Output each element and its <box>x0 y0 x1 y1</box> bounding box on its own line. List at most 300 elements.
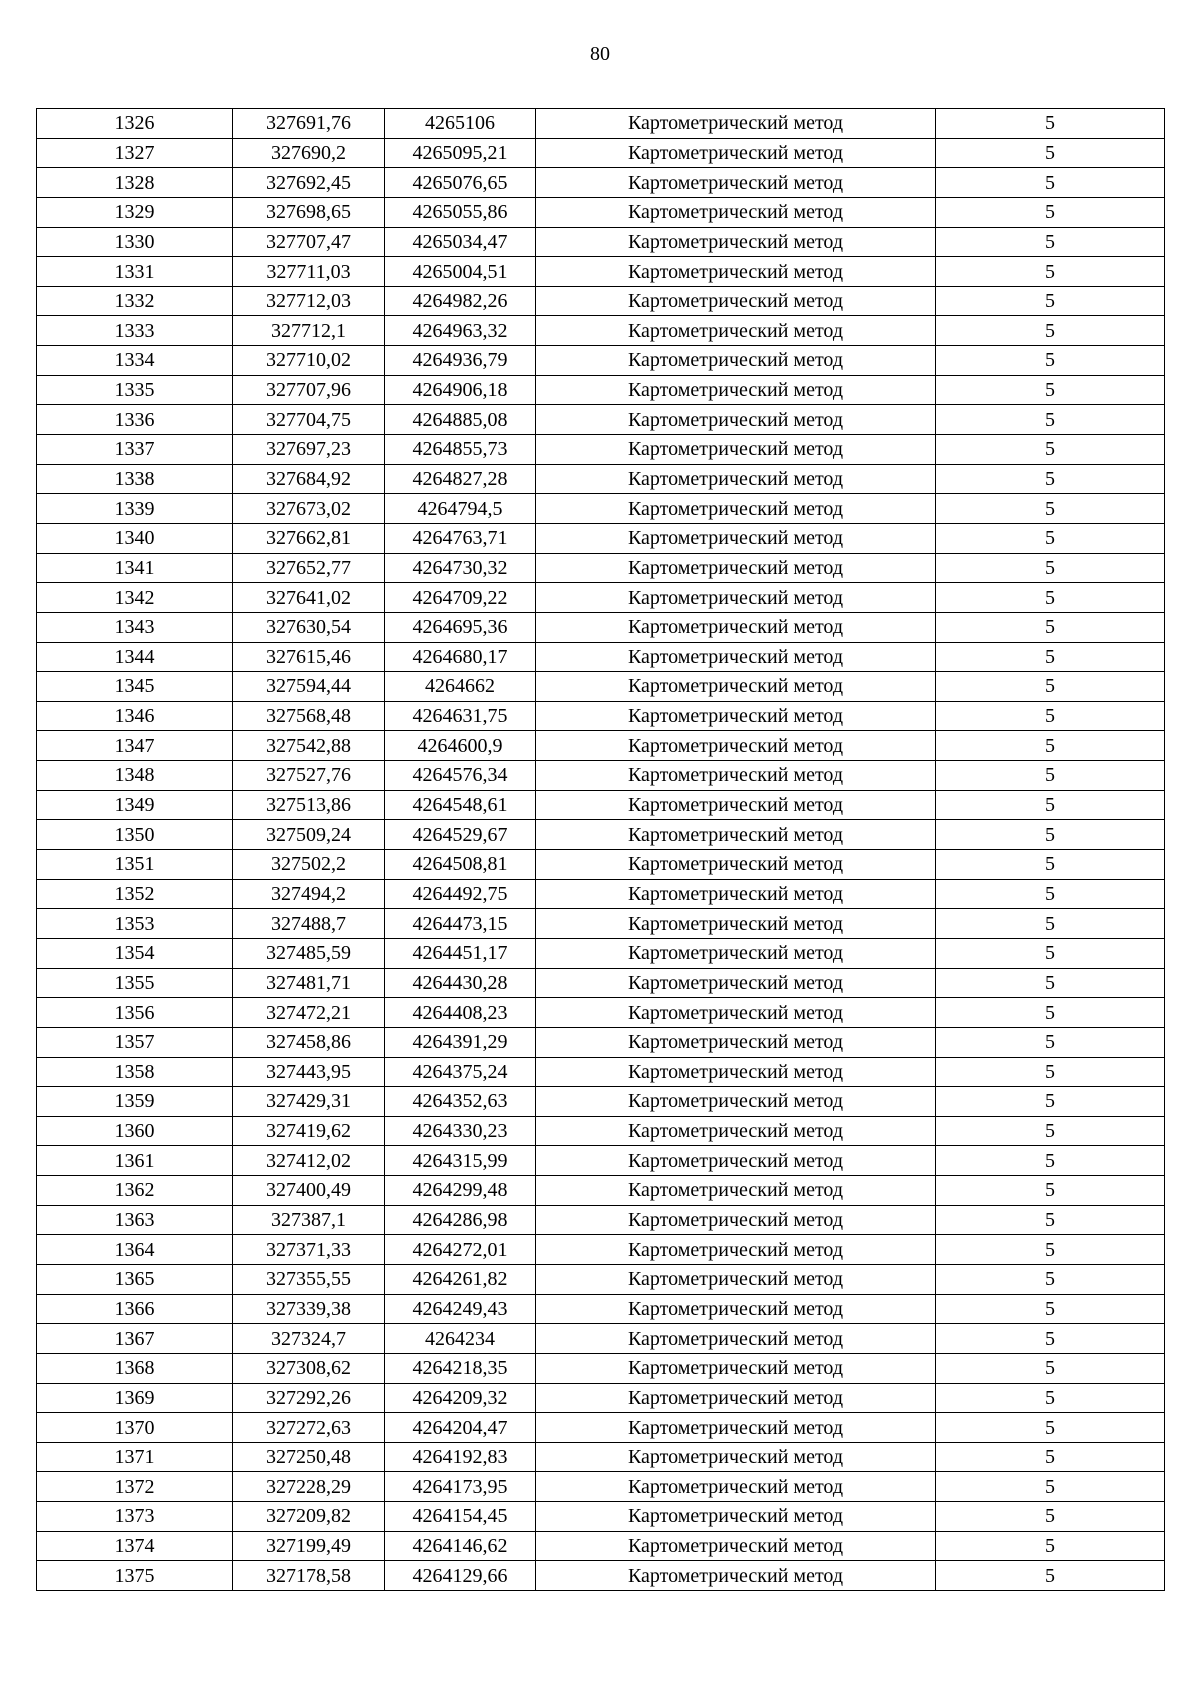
table-row <box>37 138 1165 168</box>
point-number-cell: 1326 <box>37 109 233 139</box>
accuracy-cell: 5 <box>936 1383 1165 1413</box>
method-cell: Картометрический метод <box>536 553 936 583</box>
y-coordinate-cell: 4264430,28 <box>385 968 536 998</box>
x-coordinate-cell: 327481,71 <box>233 968 385 998</box>
x-coordinate-cell: 327412,02 <box>233 1146 385 1176</box>
accuracy-cell: 5 <box>936 1502 1165 1532</box>
table-row <box>37 938 1165 968</box>
table-row <box>37 375 1165 405</box>
x-coordinate-cell: 327443,95 <box>233 1057 385 1087</box>
accuracy-cell: 5 <box>936 820 1165 850</box>
method-cell: Картометрический метод <box>536 109 936 139</box>
table-row <box>37 1116 1165 1146</box>
method-cell: Картометрический метод <box>536 1057 936 1087</box>
x-coordinate-cell: 327355,55 <box>233 1264 385 1294</box>
accuracy-cell: 5 <box>936 1561 1165 1591</box>
method-cell: Картометрический метод <box>536 316 936 346</box>
table-row <box>37 1146 1165 1176</box>
x-coordinate-cell: 327615,46 <box>233 642 385 672</box>
accuracy-cell: 5 <box>936 612 1165 642</box>
y-coordinate-cell: 4264763,71 <box>385 523 536 553</box>
table-row <box>37 583 1165 613</box>
method-cell: Картометрический метод <box>536 375 936 405</box>
y-coordinate-cell: 4264286,98 <box>385 1205 536 1235</box>
accuracy-cell: 5 <box>936 701 1165 731</box>
point-number-cell: 1355 <box>37 968 233 998</box>
point-number-cell: 1352 <box>37 879 233 909</box>
accuracy-cell: 5 <box>936 316 1165 346</box>
y-coordinate-cell: 4265004,51 <box>385 257 536 287</box>
y-coordinate-cell: 4264827,28 <box>385 464 536 494</box>
point-number-cell: 1350 <box>37 820 233 850</box>
accuracy-cell: 5 <box>936 761 1165 791</box>
coordinates-table <box>36 108 1165 1591</box>
accuracy-cell: 5 <box>936 1531 1165 1561</box>
y-coordinate-cell: 4264209,32 <box>385 1383 536 1413</box>
point-number-cell: 1333 <box>37 316 233 346</box>
x-coordinate-cell: 327371,33 <box>233 1235 385 1265</box>
y-coordinate-cell: 4264315,99 <box>385 1146 536 1176</box>
point-number-cell: 1327 <box>37 138 233 168</box>
x-coordinate-cell: 327698,65 <box>233 197 385 227</box>
y-coordinate-cell: 4264154,45 <box>385 1502 536 1532</box>
accuracy-cell: 5 <box>936 850 1165 880</box>
accuracy-cell: 5 <box>936 968 1165 998</box>
method-cell: Картометрический метод <box>536 998 936 1028</box>
point-number-cell: 1363 <box>37 1205 233 1235</box>
table-row <box>37 701 1165 731</box>
accuracy-cell: 5 <box>936 1116 1165 1146</box>
y-coordinate-cell: 4264855,73 <box>385 435 536 465</box>
table-row <box>37 553 1165 583</box>
x-coordinate-cell: 327712,1 <box>233 316 385 346</box>
table-row <box>37 790 1165 820</box>
point-number-cell: 1373 <box>37 1502 233 1532</box>
y-coordinate-cell: 4264529,67 <box>385 820 536 850</box>
accuracy-cell: 5 <box>936 1324 1165 1354</box>
point-number-cell: 1332 <box>37 286 233 316</box>
accuracy-cell: 5 <box>936 435 1165 465</box>
accuracy-cell: 5 <box>936 1146 1165 1176</box>
y-coordinate-cell: 4265034,47 <box>385 227 536 257</box>
point-number-cell: 1341 <box>37 553 233 583</box>
x-coordinate-cell: 327641,02 <box>233 583 385 613</box>
accuracy-cell: 5 <box>936 405 1165 435</box>
point-number-cell: 1361 <box>37 1146 233 1176</box>
y-coordinate-cell: 4264375,24 <box>385 1057 536 1087</box>
point-number-cell: 1330 <box>37 227 233 257</box>
accuracy-cell: 5 <box>936 1294 1165 1324</box>
x-coordinate-cell: 327472,21 <box>233 998 385 1028</box>
y-coordinate-cell: 4264218,35 <box>385 1353 536 1383</box>
x-coordinate-cell: 327209,82 <box>233 1502 385 1532</box>
y-coordinate-cell: 4264204,47 <box>385 1413 536 1443</box>
y-coordinate-cell: 4264936,79 <box>385 346 536 376</box>
accuracy-cell: 5 <box>936 1472 1165 1502</box>
x-coordinate-cell: 327697,23 <box>233 435 385 465</box>
accuracy-cell: 5 <box>936 1087 1165 1117</box>
x-coordinate-cell: 327292,26 <box>233 1383 385 1413</box>
point-number-cell: 1345 <box>37 672 233 702</box>
method-cell: Картометрический метод <box>536 909 936 939</box>
point-number-cell: 1358 <box>37 1057 233 1087</box>
x-coordinate-cell: 327690,2 <box>233 138 385 168</box>
y-coordinate-cell: 4264709,22 <box>385 583 536 613</box>
accuracy-cell: 5 <box>936 464 1165 494</box>
accuracy-cell: 5 <box>936 938 1165 968</box>
x-coordinate-cell: 327272,63 <box>233 1413 385 1443</box>
point-number-cell: 1365 <box>37 1264 233 1294</box>
point-number-cell: 1335 <box>37 375 233 405</box>
accuracy-cell: 5 <box>936 1235 1165 1265</box>
point-number-cell: 1347 <box>37 731 233 761</box>
method-cell: Картометрический метод <box>536 197 936 227</box>
x-coordinate-cell: 327692,45 <box>233 168 385 198</box>
point-number-cell: 1366 <box>37 1294 233 1324</box>
x-coordinate-cell: 327513,86 <box>233 790 385 820</box>
point-number-cell: 1369 <box>37 1383 233 1413</box>
point-number-cell: 1368 <box>37 1353 233 1383</box>
table-row <box>37 1087 1165 1117</box>
method-cell: Картометрический метод <box>536 850 936 880</box>
x-coordinate-cell: 327429,31 <box>233 1087 385 1117</box>
x-coordinate-cell: 327485,59 <box>233 938 385 968</box>
x-coordinate-cell: 327458,86 <box>233 1027 385 1057</box>
x-coordinate-cell: 327542,88 <box>233 731 385 761</box>
method-cell: Картометрический метод <box>536 672 936 702</box>
method-cell: Картометрический метод <box>536 1442 936 1472</box>
method-cell: Картометрический метод <box>536 701 936 731</box>
x-coordinate-cell: 327662,81 <box>233 523 385 553</box>
accuracy-cell: 5 <box>936 553 1165 583</box>
point-number-cell: 1336 <box>37 405 233 435</box>
accuracy-cell: 5 <box>936 1264 1165 1294</box>
method-cell: Картометрический метод <box>536 1087 936 1117</box>
y-coordinate-cell: 4265076,65 <box>385 168 536 198</box>
point-number-cell: 1371 <box>37 1442 233 1472</box>
method-cell: Картометрический метод <box>536 346 936 376</box>
point-number-cell: 1362 <box>37 1176 233 1206</box>
y-coordinate-cell: 4264391,29 <box>385 1027 536 1057</box>
accuracy-cell: 5 <box>936 257 1165 287</box>
y-coordinate-cell: 4264982,26 <box>385 286 536 316</box>
x-coordinate-cell: 327250,48 <box>233 1442 385 1472</box>
method-cell: Картометрический метод <box>536 405 936 435</box>
accuracy-cell: 5 <box>936 197 1165 227</box>
x-coordinate-cell: 327527,76 <box>233 761 385 791</box>
table-row <box>37 761 1165 791</box>
method-cell: Картометрический метод <box>536 612 936 642</box>
accuracy-cell: 5 <box>936 879 1165 909</box>
y-coordinate-cell: 4264548,61 <box>385 790 536 820</box>
coordinates-table-body <box>37 109 1165 1591</box>
y-coordinate-cell: 4264234 <box>385 1324 536 1354</box>
point-number-cell: 1342 <box>37 583 233 613</box>
x-coordinate-cell: 327652,77 <box>233 553 385 583</box>
method-cell: Картометрический метод <box>536 1413 936 1443</box>
table-row <box>37 731 1165 761</box>
point-number-cell: 1331 <box>37 257 233 287</box>
table-row <box>37 257 1165 287</box>
accuracy-cell: 5 <box>936 523 1165 553</box>
accuracy-cell: 5 <box>936 1413 1165 1443</box>
method-cell: Картометрический метод <box>536 1531 936 1561</box>
x-coordinate-cell: 327494,2 <box>233 879 385 909</box>
table-row <box>37 494 1165 524</box>
accuracy-cell: 5 <box>936 138 1165 168</box>
y-coordinate-cell: 4264146,62 <box>385 1531 536 1561</box>
table-row <box>37 109 1165 139</box>
point-number-cell: 1364 <box>37 1235 233 1265</box>
accuracy-cell: 5 <box>936 227 1165 257</box>
method-cell: Картометрический метод <box>536 168 936 198</box>
y-coordinate-cell: 4264299,48 <box>385 1176 536 1206</box>
point-number-cell: 1359 <box>37 1087 233 1117</box>
table-row <box>37 998 1165 1028</box>
y-coordinate-cell: 4264631,75 <box>385 701 536 731</box>
y-coordinate-cell: 4264192,83 <box>385 1442 536 1472</box>
accuracy-cell: 5 <box>936 1205 1165 1235</box>
table-row <box>37 968 1165 998</box>
method-cell: Картометрический метод <box>536 1146 936 1176</box>
table-row <box>37 346 1165 376</box>
table-row <box>37 405 1165 435</box>
x-coordinate-cell: 327178,58 <box>233 1561 385 1591</box>
x-coordinate-cell: 327502,2 <box>233 850 385 880</box>
y-coordinate-cell: 4264963,32 <box>385 316 536 346</box>
point-number-cell: 1351 <box>37 850 233 880</box>
method-cell: Картометрический метод <box>536 1027 936 1057</box>
method-cell: Картометрический метод <box>536 968 936 998</box>
method-cell: Картометрический метод <box>536 790 936 820</box>
table-row <box>37 1176 1165 1206</box>
table-row <box>37 1353 1165 1383</box>
method-cell: Картометрический метод <box>536 1176 936 1206</box>
method-cell: Картометрический метод <box>536 1116 936 1146</box>
point-number-cell: 1337 <box>37 435 233 465</box>
table-row <box>37 227 1165 257</box>
y-coordinate-cell: 4264261,82 <box>385 1264 536 1294</box>
x-coordinate-cell: 327710,02 <box>233 346 385 376</box>
table-row <box>37 286 1165 316</box>
method-cell: Картометрический метод <box>536 464 936 494</box>
y-coordinate-cell: 4264576,34 <box>385 761 536 791</box>
x-coordinate-cell: 327228,29 <box>233 1472 385 1502</box>
table-row <box>37 672 1165 702</box>
accuracy-cell: 5 <box>936 998 1165 1028</box>
y-coordinate-cell: 4264885,08 <box>385 405 536 435</box>
table-row <box>37 316 1165 346</box>
table-row <box>37 1561 1165 1591</box>
method-cell: Картометрический метод <box>536 1205 936 1235</box>
table-row <box>37 820 1165 850</box>
table-row <box>37 1383 1165 1413</box>
accuracy-cell: 5 <box>936 109 1165 139</box>
table-row <box>37 523 1165 553</box>
point-number-cell: 1370 <box>37 1413 233 1443</box>
method-cell: Картометрический метод <box>536 257 936 287</box>
method-cell: Картометрический метод <box>536 494 936 524</box>
table-row <box>37 879 1165 909</box>
page-number: 80 <box>590 43 610 65</box>
method-cell: Картометрический метод <box>536 138 936 168</box>
method-cell: Картометрический метод <box>536 1472 936 1502</box>
point-number-cell: 1338 <box>37 464 233 494</box>
x-coordinate-cell: 327707,96 <box>233 375 385 405</box>
method-cell: Картометрический метод <box>536 583 936 613</box>
method-cell: Картометрический метод <box>536 1324 936 1354</box>
y-coordinate-cell: 4264680,17 <box>385 642 536 672</box>
y-coordinate-cell: 4264794,5 <box>385 494 536 524</box>
x-coordinate-cell: 327568,48 <box>233 701 385 731</box>
y-coordinate-cell: 4264492,75 <box>385 879 536 909</box>
point-number-cell: 1334 <box>37 346 233 376</box>
point-number-cell: 1339 <box>37 494 233 524</box>
y-coordinate-cell: 4264272,01 <box>385 1235 536 1265</box>
y-coordinate-cell: 4264129,66 <box>385 1561 536 1591</box>
method-cell: Картометрический метод <box>536 642 936 672</box>
y-coordinate-cell: 4265055,86 <box>385 197 536 227</box>
table-row <box>37 1235 1165 1265</box>
x-coordinate-cell: 327711,03 <box>233 257 385 287</box>
method-cell: Картометрический метод <box>536 1294 936 1324</box>
point-number-cell: 1328 <box>37 168 233 198</box>
accuracy-cell: 5 <box>936 1027 1165 1057</box>
table-row <box>37 435 1165 465</box>
point-number-cell: 1367 <box>37 1324 233 1354</box>
point-number-cell: 1354 <box>37 938 233 968</box>
x-coordinate-cell: 327704,75 <box>233 405 385 435</box>
accuracy-cell: 5 <box>936 642 1165 672</box>
table-row <box>37 850 1165 880</box>
y-coordinate-cell: 4265106 <box>385 109 536 139</box>
x-coordinate-cell: 327308,62 <box>233 1353 385 1383</box>
table-row <box>37 612 1165 642</box>
y-coordinate-cell: 4264173,95 <box>385 1472 536 1502</box>
point-number-cell: 1372 <box>37 1472 233 1502</box>
method-cell: Картометрический метод <box>536 1383 936 1413</box>
accuracy-cell: 5 <box>936 286 1165 316</box>
x-coordinate-cell: 327673,02 <box>233 494 385 524</box>
table-row <box>37 168 1165 198</box>
x-coordinate-cell: 327630,54 <box>233 612 385 642</box>
x-coordinate-cell: 327594,44 <box>233 672 385 702</box>
accuracy-cell: 5 <box>936 375 1165 405</box>
method-cell: Картометрический метод <box>536 286 936 316</box>
x-coordinate-cell: 327691,76 <box>233 109 385 139</box>
y-coordinate-cell: 4264408,23 <box>385 998 536 1028</box>
accuracy-cell: 5 <box>936 672 1165 702</box>
point-number-cell: 1374 <box>37 1531 233 1561</box>
y-coordinate-cell: 4264473,15 <box>385 909 536 939</box>
point-number-cell: 1346 <box>37 701 233 731</box>
table-row <box>37 1442 1165 1472</box>
point-number-cell: 1349 <box>37 790 233 820</box>
accuracy-cell: 5 <box>936 494 1165 524</box>
table-row <box>37 1027 1165 1057</box>
method-cell: Картометрический метод <box>536 523 936 553</box>
accuracy-cell: 5 <box>936 731 1165 761</box>
table-row <box>37 642 1165 672</box>
table-row <box>37 1472 1165 1502</box>
x-coordinate-cell: 327488,7 <box>233 909 385 939</box>
table-row <box>37 1205 1165 1235</box>
method-cell: Картометрический метод <box>536 1264 936 1294</box>
y-coordinate-cell: 4264451,17 <box>385 938 536 968</box>
table-row <box>37 909 1165 939</box>
table-row <box>37 1531 1165 1561</box>
x-coordinate-cell: 327509,24 <box>233 820 385 850</box>
y-coordinate-cell: 4264600,9 <box>385 731 536 761</box>
point-number-cell: 1344 <box>37 642 233 672</box>
table-row <box>37 464 1165 494</box>
point-number-cell: 1348 <box>37 761 233 791</box>
y-coordinate-cell: 4264508,81 <box>385 850 536 880</box>
x-coordinate-cell: 327199,49 <box>233 1531 385 1561</box>
accuracy-cell: 5 <box>936 790 1165 820</box>
x-coordinate-cell: 327400,49 <box>233 1176 385 1206</box>
y-coordinate-cell: 4264662 <box>385 672 536 702</box>
method-cell: Картометрический метод <box>536 1353 936 1383</box>
y-coordinate-cell: 4264906,18 <box>385 375 536 405</box>
y-coordinate-cell: 4264730,32 <box>385 553 536 583</box>
point-number-cell: 1356 <box>37 998 233 1028</box>
point-number-cell: 1353 <box>37 909 233 939</box>
accuracy-cell: 5 <box>936 583 1165 613</box>
point-number-cell: 1329 <box>37 197 233 227</box>
method-cell: Картометрический метод <box>536 1502 936 1532</box>
accuracy-cell: 5 <box>936 909 1165 939</box>
table-row <box>37 197 1165 227</box>
table-row <box>37 1502 1165 1532</box>
method-cell: Картометрический метод <box>536 820 936 850</box>
point-number-cell: 1357 <box>37 1027 233 1057</box>
accuracy-cell: 5 <box>936 1057 1165 1087</box>
method-cell: Картометрический метод <box>536 227 936 257</box>
y-coordinate-cell: 4264352,63 <box>385 1087 536 1117</box>
table-row <box>37 1413 1165 1443</box>
method-cell: Картометрический метод <box>536 435 936 465</box>
x-coordinate-cell: 327387,1 <box>233 1205 385 1235</box>
method-cell: Картометрический метод <box>536 731 936 761</box>
y-coordinate-cell: 4265095,21 <box>385 138 536 168</box>
x-coordinate-cell: 327419,62 <box>233 1116 385 1146</box>
x-coordinate-cell: 327707,47 <box>233 227 385 257</box>
x-coordinate-cell: 327324,7 <box>233 1324 385 1354</box>
method-cell: Картометрический метод <box>536 938 936 968</box>
accuracy-cell: 5 <box>936 168 1165 198</box>
y-coordinate-cell: 4264249,43 <box>385 1294 536 1324</box>
method-cell: Картометрический метод <box>536 761 936 791</box>
method-cell: Картометрический метод <box>536 1235 936 1265</box>
y-coordinate-cell: 4264695,36 <box>385 612 536 642</box>
x-coordinate-cell: 327712,03 <box>233 286 385 316</box>
point-number-cell: 1375 <box>37 1561 233 1591</box>
table-row <box>37 1324 1165 1354</box>
table-row <box>37 1294 1165 1324</box>
accuracy-cell: 5 <box>936 1353 1165 1383</box>
method-cell: Картометрический метод <box>536 879 936 909</box>
x-coordinate-cell: 327339,38 <box>233 1294 385 1324</box>
table-row <box>37 1264 1165 1294</box>
accuracy-cell: 5 <box>936 1176 1165 1206</box>
point-number-cell: 1343 <box>37 612 233 642</box>
method-cell: Картометрический метод <box>536 1561 936 1591</box>
point-number-cell: 1360 <box>37 1116 233 1146</box>
accuracy-cell: 5 <box>936 1442 1165 1472</box>
point-number-cell: 1340 <box>37 523 233 553</box>
accuracy-cell: 5 <box>936 346 1165 376</box>
